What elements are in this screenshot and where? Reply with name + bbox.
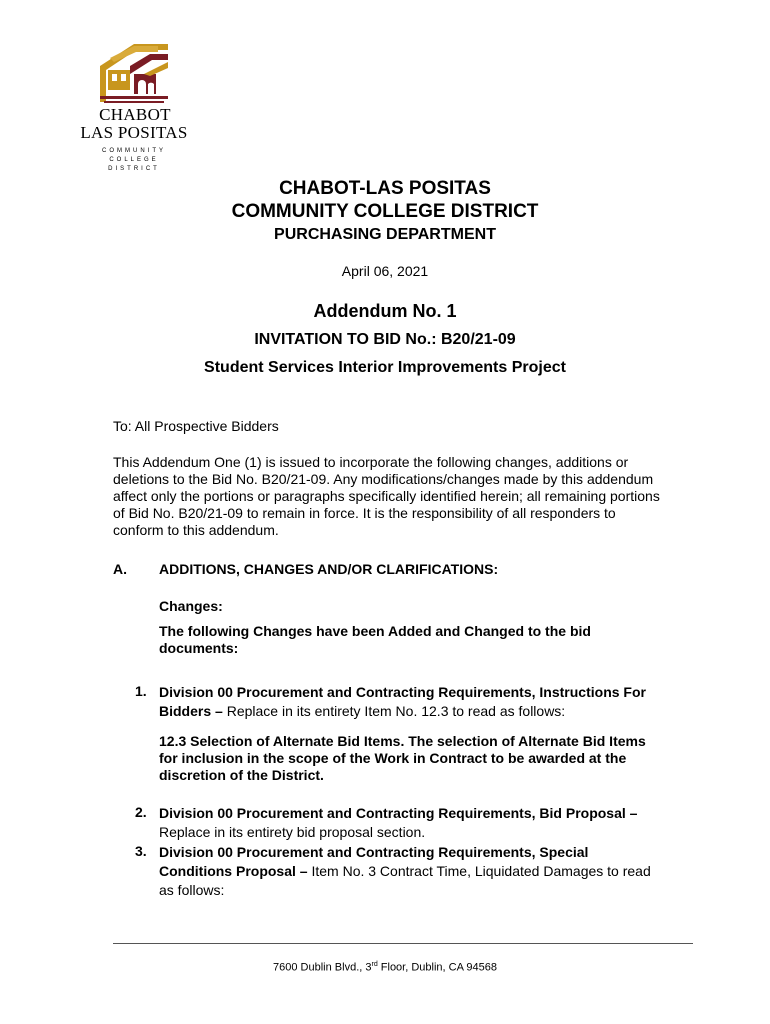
list-item: [159, 683, 664, 721]
list-item-heading: Division 00 Procurement and Contracting Requirements, Special Conditions Proposal –: [159, 844, 589, 879]
list-item: [159, 843, 664, 900]
intro-paragraph: This Addendum One (1) is issued to incorporate the following changes, additions or deletions to the Bid No. B20/21-09. Any modifications/changes made by this addendum affect only the portions or paragraphs specifically identified herein; all remaining portions of Bid No. B20/21-09 to remain in force. It is the responsibility of all responders to conform to this addendum.: [113, 454, 660, 538]
logo-text-college: COLLEGE: [109, 157, 159, 163]
list-item-text: Replace in its entirety bid proposal section.: [159, 824, 426, 840]
recipient-line: To: All Prospective Bidders: [113, 418, 279, 434]
list-item-number: 2.: [135, 804, 147, 820]
district-logo: [78, 44, 190, 176]
footer-address-end: Floor, Dublin, CA 94568: [377, 961, 497, 974]
list-item-heading: Division 00 Procurement and Contracting Requirements, Instructions For Bidders –: [159, 684, 646, 719]
list-item-heading: Division 00 Procurement and Contracting Requirements, Bid Proposal –: [159, 805, 638, 821]
list-item-number: 3.: [135, 843, 147, 859]
footer-address-start: 7600 Dublin Blvd., 3: [273, 961, 372, 974]
footer-address-sup: rd: [371, 961, 378, 968]
changes-label: Changes:: [159, 598, 223, 614]
title-line-2: COMMUNITY COLLEGE DISTRICT: [231, 201, 539, 222]
list-item: [159, 804, 639, 842]
document-date: April 06, 2021: [341, 263, 429, 279]
section-letter: A.: [113, 561, 127, 577]
logo-text-community: COMMUNITY: [102, 148, 166, 154]
title-line-1: CHABOT-LAS POSITAS: [279, 178, 491, 199]
department-title: PURCHASING DEPARTMENT: [274, 226, 496, 243]
project-title: Student Services Interior Improvements Project: [204, 359, 566, 376]
section-title: ADDITIONS, CHANGES AND/OR CLARIFICATIONS:: [159, 561, 499, 577]
footer-divider: [113, 943, 693, 944]
building-logo-icon: [100, 44, 168, 106]
list-item-subclause: 12.3 Selection of Alternate Bid Items. The selection of Alternate Bid Items for inclusion in the scope of the Work in Contract to be awarded at the discretion of the District.: [159, 733, 646, 783]
list-item-text: Replace in its entirety Item No. 12.3 to read as follows:: [222, 703, 566, 719]
logo-text-las-positas: LAS POSITAS: [80, 123, 188, 142]
footer-address: [0, 958, 770, 975]
changes-description: The following Changes have been Added and Changed to the bid documents:: [159, 623, 591, 656]
list-item-number: 1.: [135, 683, 147, 699]
invitation-to-bid: INVITATION TO BID No.: B20/21-09: [254, 331, 516, 348]
logo-text-district: DISTRICT: [108, 166, 160, 172]
addendum-title: Addendum No. 1: [313, 301, 457, 321]
list-item-text: Item No. 3 Contract Time, Liquidated Damages to read as follows:: [159, 863, 651, 898]
logo-text-chabot: CHABOT: [99, 105, 171, 124]
